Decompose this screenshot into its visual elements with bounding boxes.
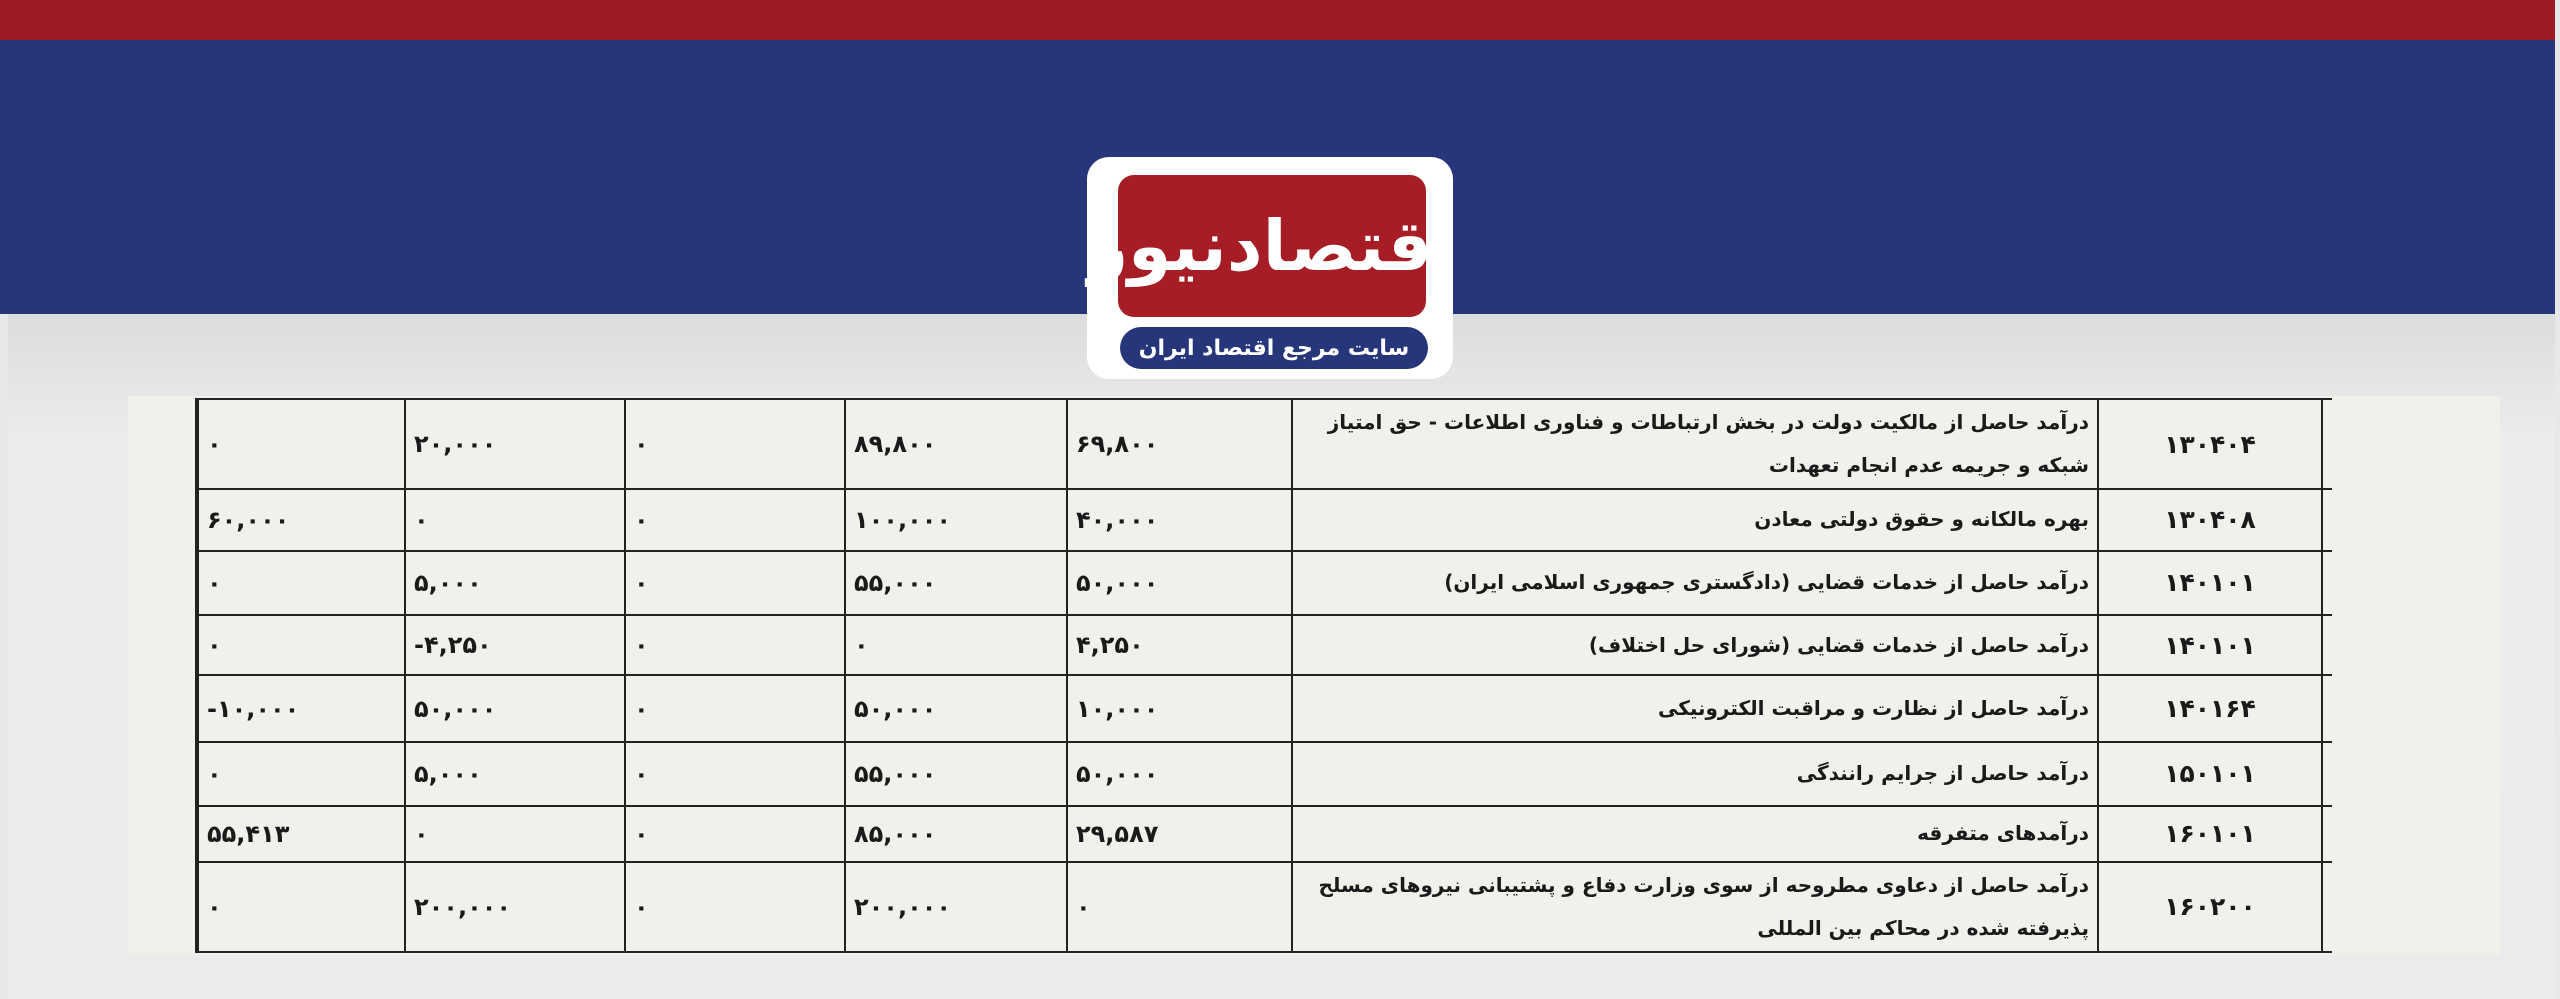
cell-code: ۱۶۰۱۰۱ — [2098, 806, 2322, 862]
cell-value-4: ۲۰۰,۰۰۰ — [405, 862, 625, 952]
cell-code: ۱۳۰۴۰۴ — [2098, 399, 2322, 489]
cell-margin — [2322, 399, 2332, 489]
cell-value-2: ۸۹,۸۰۰ — [845, 399, 1067, 489]
cell-value-3: ۰ — [625, 615, 845, 675]
cell-value-1: ۴۰,۰۰۰ — [1067, 489, 1292, 550]
cell-value-3: ۰ — [625, 489, 845, 550]
cell-description: درآمد حاصل از مالکیت دولت در بخش ارتباطات و فناوری اطلاعات - حق امتیاز شبکه و جریمه عدم انجام تعهدات — [1292, 399, 2098, 489]
cell-code: ۱۶۰۲۰۰ — [2098, 862, 2322, 952]
cell-description: درآمد حاصل از نظارت و مراقبت الکترونیکی — [1292, 675, 2098, 742]
cell-value-1: ۵۰,۰۰۰ — [1067, 742, 1292, 805]
cell-value-3: ۰ — [625, 742, 845, 805]
table-row — [197, 675, 2332, 742]
cell-value-1: ۶۹,۸۰۰ — [1067, 399, 1292, 489]
cell-value-4: ۰ — [405, 489, 625, 550]
cell-value-5: -۱۰,۰۰۰ — [197, 675, 405, 742]
cell-value-3: ۰ — [625, 675, 845, 742]
cell-value-4: ۰ — [405, 806, 625, 862]
cell-code: ۱۴۰۱۶۴ — [2098, 675, 2322, 742]
cell-value-1: ۵۰,۰۰۰ — [1067, 551, 1292, 616]
cell-value-4: ۵۰,۰۰۰ — [405, 675, 625, 742]
cell-margin — [2322, 615, 2332, 675]
cell-value-4: -۴,۲۵۰ — [405, 615, 625, 675]
cell-value-5: ۰ — [197, 399, 405, 489]
cell-value-2: ۰ — [845, 615, 1067, 675]
cell-description: بهره مالکانه و حقوق دولتی معادن — [1292, 489, 2098, 550]
cell-description: درآمدهای متفرقه — [1292, 806, 2098, 862]
cell-code: ۱۵۰۱۰۱ — [2098, 742, 2322, 805]
cell-code: ۱۴۰۱۰۱ — [2098, 615, 2322, 675]
cell-value-5: ۵۵,۴۱۳ — [197, 806, 405, 862]
cell-description: درآمد حاصل از خدمات قضایی (شورای حل اختلاف) — [1292, 615, 2098, 675]
cell-value-2: ۵۰,۰۰۰ — [845, 675, 1067, 742]
table-row — [197, 862, 2332, 952]
cell-margin — [2322, 551, 2332, 616]
table-row — [197, 742, 2332, 805]
logo-tagline — [1120, 327, 1428, 369]
cell-value-3: ۰ — [625, 551, 845, 616]
cell-description: درآمد حاصل از دعاوی مطروحه از سوی وزارت دفاع و پشتیبانی نیروهای مسلح پذیرفته شده در محاکم بین المللی — [1292, 862, 2098, 952]
site-logo[interactable] — [1087, 175, 1457, 317]
logo-text: اقتصادنیوز — [1087, 205, 1457, 287]
tagline-text: سایت مرجع اقتصاد ایران — [1138, 335, 1410, 361]
cell-margin — [2322, 742, 2332, 805]
cell-value-4: ۲۰,۰۰۰ — [405, 399, 625, 489]
cell-value-4: ۵,۰۰۰ — [405, 551, 625, 616]
cell-value-5: ۰ — [197, 742, 405, 805]
cell-value-5: ۶۰,۰۰۰ — [197, 489, 405, 550]
table-row — [197, 489, 2332, 550]
cell-value-5: ۰ — [197, 862, 405, 952]
cell-value-2: ۲۰۰,۰۰۰ — [845, 862, 1067, 952]
cell-value-3: ۰ — [625, 806, 845, 862]
cell-value-2: ۵۵,۰۰۰ — [845, 551, 1067, 616]
cell-value-2: ۸۵,۰۰۰ — [845, 806, 1067, 862]
cell-value-5: ۰ — [197, 551, 405, 616]
cell-value-1: ۲۹,۵۸۷ — [1067, 806, 1292, 862]
cell-code: ۱۴۰۱۰۱ — [2098, 551, 2322, 616]
cell-value-2: ۱۰۰,۰۰۰ — [845, 489, 1067, 550]
cell-description: درآمد حاصل از جرایم رانندگی — [1292, 742, 2098, 805]
cell-margin — [2322, 806, 2332, 862]
cell-value-3: ۰ — [625, 399, 845, 489]
cell-margin — [2322, 675, 2332, 742]
table-row — [197, 399, 2332, 489]
cell-value-1: ۱۰,۰۰۰ — [1067, 675, 1292, 742]
cell-value-1: ۰ — [1067, 862, 1292, 952]
cell-value-3: ۰ — [625, 862, 845, 952]
budget-table — [195, 398, 2332, 953]
cell-value-2: ۵۵,۰۰۰ — [845, 742, 1067, 805]
cell-value-4: ۵,۰۰۰ — [405, 742, 625, 805]
table-row — [197, 806, 2332, 862]
cell-margin — [2322, 489, 2332, 550]
cell-value-1: ۴,۲۵۰ — [1067, 615, 1292, 675]
cell-margin — [2322, 862, 2332, 952]
table-row — [197, 615, 2332, 675]
cell-description: درآمد حاصل از خدمات قضایی (دادگستری جمهوری اسلامی ایران) — [1292, 551, 2098, 616]
top-red-strip — [0, 0, 2555, 40]
table-row — [197, 551, 2332, 616]
cell-code: ۱۳۰۴۰۸ — [2098, 489, 2322, 550]
cell-value-5: ۰ — [197, 615, 405, 675]
